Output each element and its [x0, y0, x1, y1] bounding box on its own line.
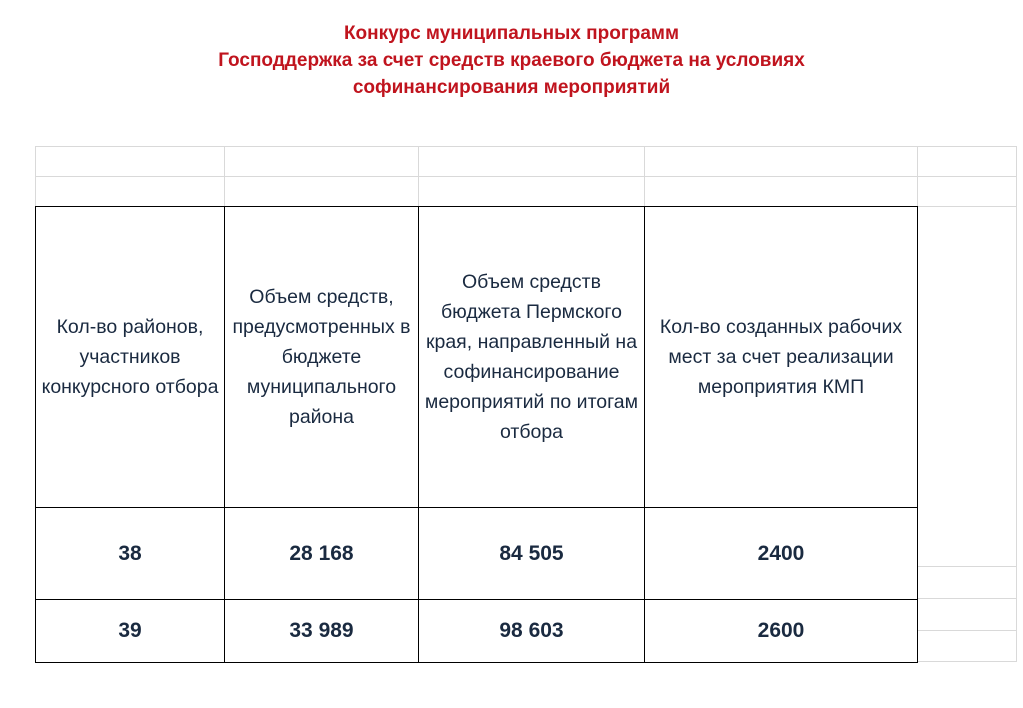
slide-title — [0, 20, 1023, 101]
cell-municipal: 33 989 — [225, 600, 419, 663]
cell-districts: 38 — [36, 508, 225, 600]
cell-jobs: 2600 — [645, 600, 918, 663]
cell-districts: 39 — [36, 600, 225, 663]
results-table — [35, 206, 918, 663]
header-jobs-created: Кол-во созданных рабочих мест за счет реализации мероприятия КМП — [645, 207, 918, 508]
grid-line — [35, 146, 1017, 147]
grid-line — [35, 146, 36, 206]
grid-line — [917, 630, 1017, 631]
grid-line — [644, 146, 645, 206]
grid-line — [1016, 146, 1017, 661]
grid-line — [917, 598, 1017, 599]
table-row — [36, 600, 918, 663]
header-regional-budget: Объем средств бюджета Пермского края, направленный на софинансирование мероприятий по итогам отбора — [419, 207, 645, 508]
cell-regional: 98 603 — [419, 600, 645, 663]
title-line-1: Конкурс муниципальных программ — [343, 23, 680, 44]
table-row — [36, 508, 918, 600]
table-header-row — [36, 207, 918, 508]
cell-regional: 84 505 — [419, 508, 645, 600]
grid-line — [418, 146, 419, 206]
header-districts-count: Кол-во районов, участников конкурсного отбора — [36, 207, 225, 508]
cell-jobs: 2400 — [645, 508, 918, 600]
title-line-3: софинансирования мероприятий — [352, 77, 671, 98]
grid-line — [35, 176, 1017, 177]
grid-line — [917, 566, 1017, 567]
grid-line — [917, 206, 1017, 207]
grid-line — [917, 661, 1017, 662]
header-municipal-budget: Объем средств, предусмотренных в бюджете муниципального района — [225, 207, 419, 508]
grid-line — [224, 146, 225, 206]
title-line-2: Господдержка за счет средств краевого бюджета на условиях — [218, 50, 805, 71]
cell-municipal: 28 168 — [225, 508, 419, 600]
